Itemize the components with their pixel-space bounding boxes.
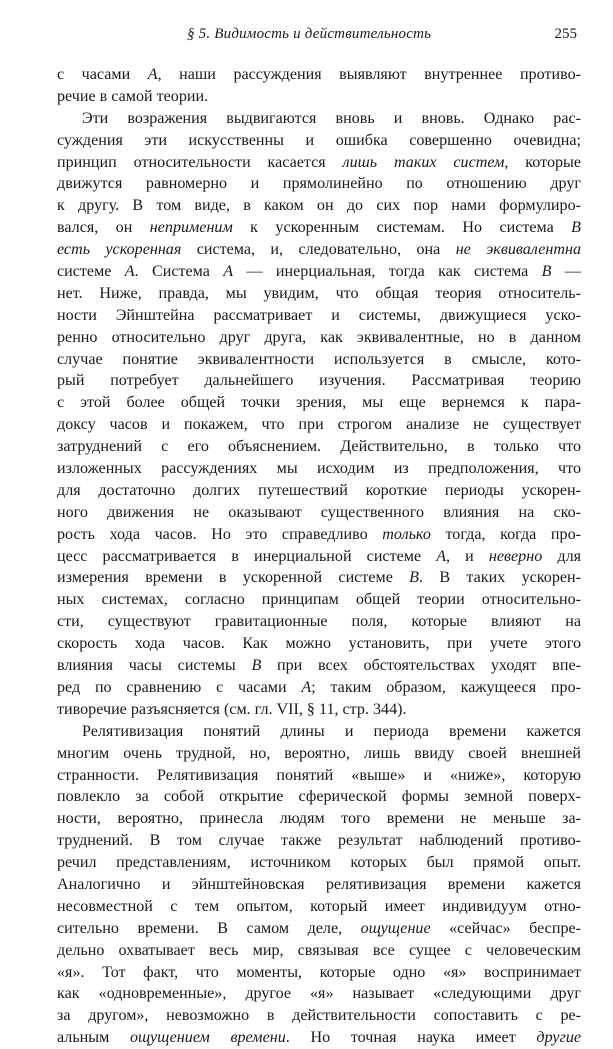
text-segment: , и bbox=[446, 547, 489, 565]
text-segment: за другом», невозможно в действительности сопоставить с ре- bbox=[57, 1007, 581, 1025]
text-line bbox=[57, 721, 581, 743]
text-line bbox=[57, 480, 581, 502]
text-segment: Аналогично и эйнштейновская релятивизация времени кажется bbox=[57, 875, 581, 893]
text-segment: доксу часов и покажем, что при строгом анализе не существует bbox=[57, 416, 581, 434]
text-segment: с часами bbox=[57, 66, 148, 83]
text-line bbox=[57, 195, 581, 217]
text-segment: системе bbox=[57, 263, 125, 281]
text-line bbox=[57, 940, 581, 962]
text-segment: сительно времени. В самом деле, bbox=[57, 919, 361, 937]
text-line bbox=[57, 392, 581, 414]
text-segment: — инерциальная, тогда как система bbox=[233, 263, 542, 281]
text-segment: ного движения не оказывают существенного влияния на ско- bbox=[57, 503, 581, 521]
text-segment: , которые bbox=[504, 153, 581, 171]
italic-text: только bbox=[382, 525, 431, 543]
text-line bbox=[57, 64, 581, 86]
text-line bbox=[57, 305, 581, 327]
text-line bbox=[57, 633, 581, 655]
text-line bbox=[57, 327, 581, 349]
text-segment: Эти возражения выдвигаются вновь и вновь. Однако рас- bbox=[82, 109, 581, 127]
text-line bbox=[57, 830, 581, 852]
italic-text: A bbox=[147, 66, 158, 83]
text-segment: альным bbox=[57, 1029, 130, 1047]
text-line bbox=[57, 852, 581, 874]
text-line bbox=[57, 918, 581, 940]
text-segment: речил представлениям, источником которых был прямой опыт. bbox=[57, 854, 581, 872]
italic-text: ощущением времени bbox=[129, 1029, 286, 1047]
text-segment: , наши рассуждения выявляют внутреннее противо- bbox=[157, 66, 581, 83]
text-segment: . Но точная наука имеет bbox=[285, 1029, 537, 1047]
text-segment: скорость хода часов. Как можно установить, при учете этого bbox=[57, 635, 581, 653]
text-segment: ред по сравнению с часами bbox=[57, 678, 302, 696]
text-segment: суждения эти искусственны и ошибка совершенно очевидна; bbox=[57, 131, 581, 149]
text-segment: к другу. В том виде, в каком он до сих пор нами формулиро- bbox=[57, 197, 581, 215]
text-segment: повлекло за собой открытие сферической формы земной поверх- bbox=[57, 788, 581, 806]
text-segment: рый потребует дальнейшего изучения. Рассматривая теорию bbox=[57, 372, 581, 390]
text-line bbox=[57, 1005, 581, 1027]
text-line bbox=[57, 589, 581, 611]
text-line bbox=[57, 370, 581, 392]
italic-text: B bbox=[541, 263, 552, 281]
running-title: § 5. Видимость и действительность bbox=[187, 26, 432, 42]
text-segment: ных системах, согласно принципам общей теории относительно- bbox=[57, 591, 581, 609]
text-segment: изложенных рассуждениях мы исходим из предположения, что bbox=[57, 460, 581, 478]
text-segment: ности, вероятно, принесла людям того времени не меньше за- bbox=[57, 810, 581, 828]
text-line bbox=[57, 239, 581, 261]
text-segment: . Система bbox=[134, 263, 224, 281]
text-line bbox=[57, 611, 581, 633]
text-line bbox=[57, 962, 581, 984]
text-line bbox=[57, 108, 581, 130]
italic-text: неверно bbox=[488, 547, 543, 565]
text-segment: труднений. В том случае также результат наблюдений противо- bbox=[57, 832, 581, 850]
text-line bbox=[57, 765, 581, 787]
text-line bbox=[57, 502, 581, 524]
text-line bbox=[57, 655, 581, 677]
body-text bbox=[57, 64, 581, 1049]
text-segment: ; таким образом, кажущееся про- bbox=[311, 678, 581, 696]
text-segment: измерения времени в ускоренной системе bbox=[57, 569, 410, 587]
text-segment: — bbox=[551, 263, 581, 281]
text-line bbox=[57, 546, 581, 568]
text-line bbox=[57, 261, 581, 283]
text-segment: затруднений с его объяснением. Действительно, в только что bbox=[57, 438, 581, 456]
text-line bbox=[57, 173, 581, 195]
italic-text: A bbox=[301, 678, 312, 696]
text-segment: тогда, когда про- bbox=[430, 525, 581, 543]
text-line bbox=[57, 217, 581, 239]
text-line bbox=[57, 699, 581, 721]
text-line bbox=[57, 567, 581, 589]
text-segment: Релятивизация понятий длины и периода времени кажется bbox=[82, 722, 581, 740]
italic-text: B bbox=[571, 219, 581, 237]
text-segment: при всех обстоятельствах уходят впе- bbox=[261, 657, 581, 675]
text-segment: для достаточно долгих путешествий короткие периоды ускорен- bbox=[57, 481, 581, 499]
italic-text: неприменим bbox=[149, 219, 233, 237]
text-segment: «сейчас» беспре- bbox=[430, 919, 581, 937]
text-segment: речие в самой теории. bbox=[57, 87, 209, 105]
text-segment: движутся равномерно и прямолинейно по отношению друг bbox=[57, 175, 581, 193]
text-line bbox=[57, 349, 581, 371]
italic-text: B bbox=[409, 569, 419, 587]
text-line bbox=[57, 1027, 581, 1049]
text-segment: многим очень трудной, но, вероятно, лишь ввиду своей внешней bbox=[57, 744, 581, 762]
text-segment: с этой более общей точки зрения, мы еще вернемся к пара- bbox=[57, 394, 581, 412]
text-segment: рость хода часов. Но это справедливо bbox=[57, 525, 383, 543]
text-segment: система, и, следовательно, она bbox=[181, 241, 456, 259]
text-segment: как «одновременные», другое «я» называет «следующими друг bbox=[57, 985, 581, 1003]
text-line bbox=[57, 458, 581, 480]
text-segment: к ускоренным системам. Но система bbox=[232, 219, 572, 237]
text-segment: несовместной с тем опытом, который имеет индивидуум отно- bbox=[57, 897, 581, 915]
text-segment: дельно охватывает весь мир, связывая все сущее с человеческим bbox=[57, 941, 581, 959]
text-line bbox=[57, 677, 581, 699]
italic-text: лишь таких систем bbox=[342, 153, 505, 171]
text-line bbox=[57, 283, 581, 305]
italic-text: ощущение bbox=[360, 919, 431, 937]
text-segment: ности Эйнштейна рассматривает и системы, движущиеся уско- bbox=[57, 306, 581, 324]
text-segment: ренно относительно друг друга, как эквивалентные, но в данном bbox=[57, 328, 581, 346]
page-number: 255 bbox=[554, 26, 577, 42]
text-line bbox=[57, 130, 581, 152]
text-line bbox=[57, 786, 581, 808]
italic-text: A bbox=[124, 263, 135, 281]
text-segment: вался, он bbox=[57, 219, 150, 237]
italic-text: есть ускоренная bbox=[57, 241, 182, 259]
text-segment: влияния часы системы bbox=[57, 657, 252, 675]
page-header bbox=[57, 26, 577, 50]
italic-text: другие bbox=[536, 1029, 582, 1047]
text-line bbox=[57, 152, 581, 174]
text-segment: «я». Тот факт, что моменты, которые одно «я» воспринимает bbox=[57, 963, 581, 981]
text-line bbox=[57, 808, 581, 830]
text-segment: цесс рассматривается в инерциальной системе bbox=[57, 547, 437, 565]
italic-text: A bbox=[436, 547, 447, 565]
text-line bbox=[57, 414, 581, 436]
italic-text: B bbox=[251, 657, 262, 675]
text-line bbox=[57, 524, 581, 546]
text-line bbox=[57, 874, 581, 896]
text-line bbox=[57, 436, 581, 458]
text-segment: . В таких ускорен- bbox=[419, 569, 581, 587]
italic-text: A bbox=[223, 263, 234, 281]
text-line bbox=[57, 743, 581, 765]
text-line bbox=[57, 896, 581, 918]
text-segment: нет. Ниже, правда, мы увидим, что общая теория относитель- bbox=[57, 284, 581, 302]
text-line bbox=[57, 983, 581, 1005]
text-segment: случае понятие эквивалентности используется в смысле, кото- bbox=[57, 350, 581, 368]
text-segment: для bbox=[542, 547, 582, 565]
text-segment: странности. Релятивизация понятий «выше» и «ниже», которую bbox=[57, 766, 581, 784]
italic-text: не эквивалентна bbox=[455, 241, 581, 259]
text-line bbox=[57, 86, 581, 108]
text-segment: сти, существуют гравитационные поля, которые влияют на bbox=[57, 613, 581, 631]
text-segment: тиворечие разъясняется (см. гл. VII, § 11, стр. 344). bbox=[57, 700, 407, 718]
text-segment: принцип относительности касается bbox=[57, 153, 343, 171]
